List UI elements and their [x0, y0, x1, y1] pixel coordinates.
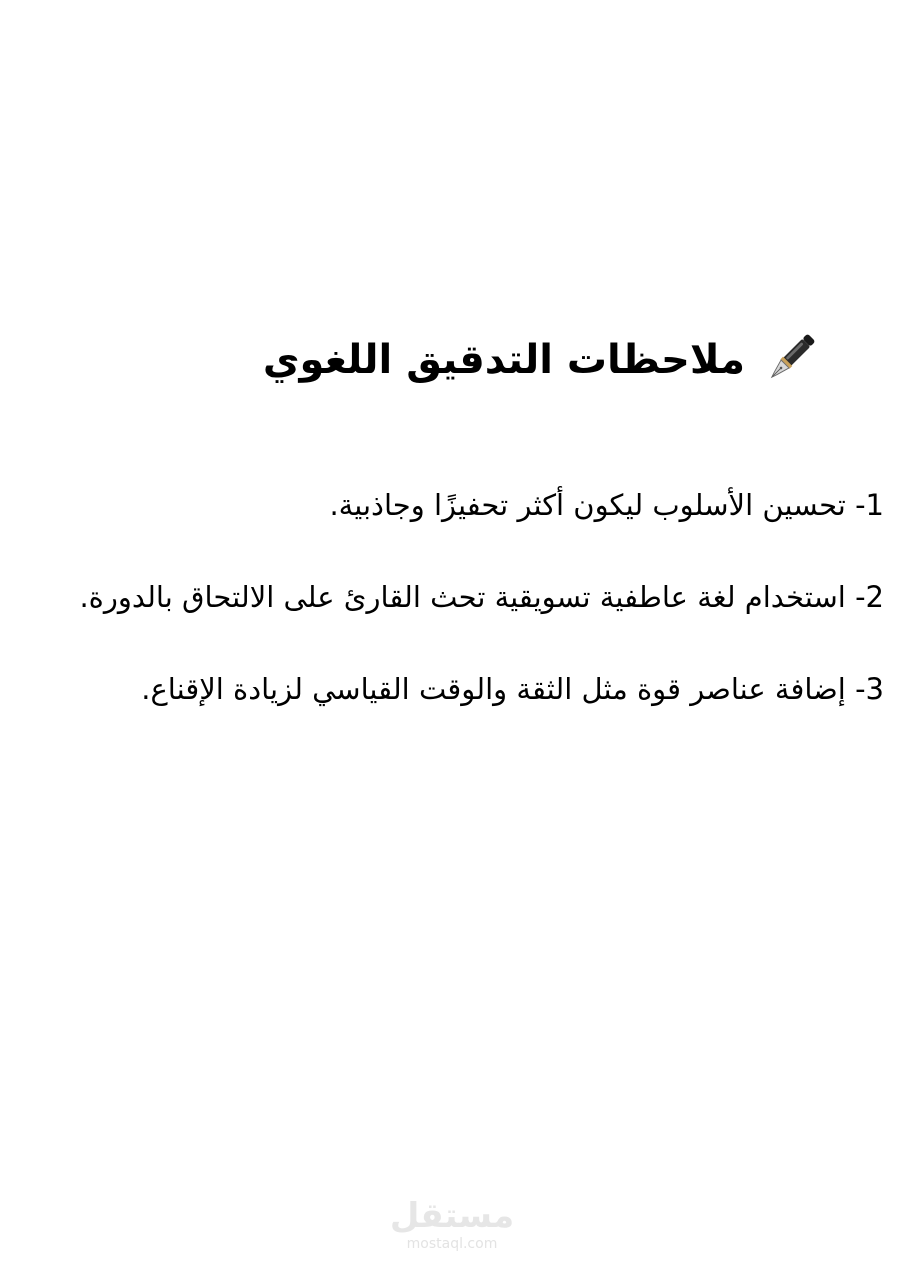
notes-heading — [263, 322, 819, 398]
mostaql-watermark — [380, 1196, 524, 1252]
watermark-url: mostaql.com — [406, 1236, 498, 1252]
notes-list — [10, 480, 884, 756]
note-item-3: 3- إضافة عناصر قوة مثل الثقة والوقت القياسي لزيادة الإقناع. — [141, 672, 884, 706]
page-title: ملاحظات التدقيق اللغوي — [262, 337, 745, 383]
fountain-pen-icon — [759, 330, 819, 390]
note-item-2: 2- استخدام لغة عاطفية تسويقية تحث القارئ على الالتحاق بالدورة. — [79, 580, 884, 614]
note-item-1: 1- تحسين الأسلوب ليكون أكثر تحفيزًا وجاذبية. — [329, 488, 884, 522]
watermark-logo: مستقل — [389, 1196, 515, 1236]
